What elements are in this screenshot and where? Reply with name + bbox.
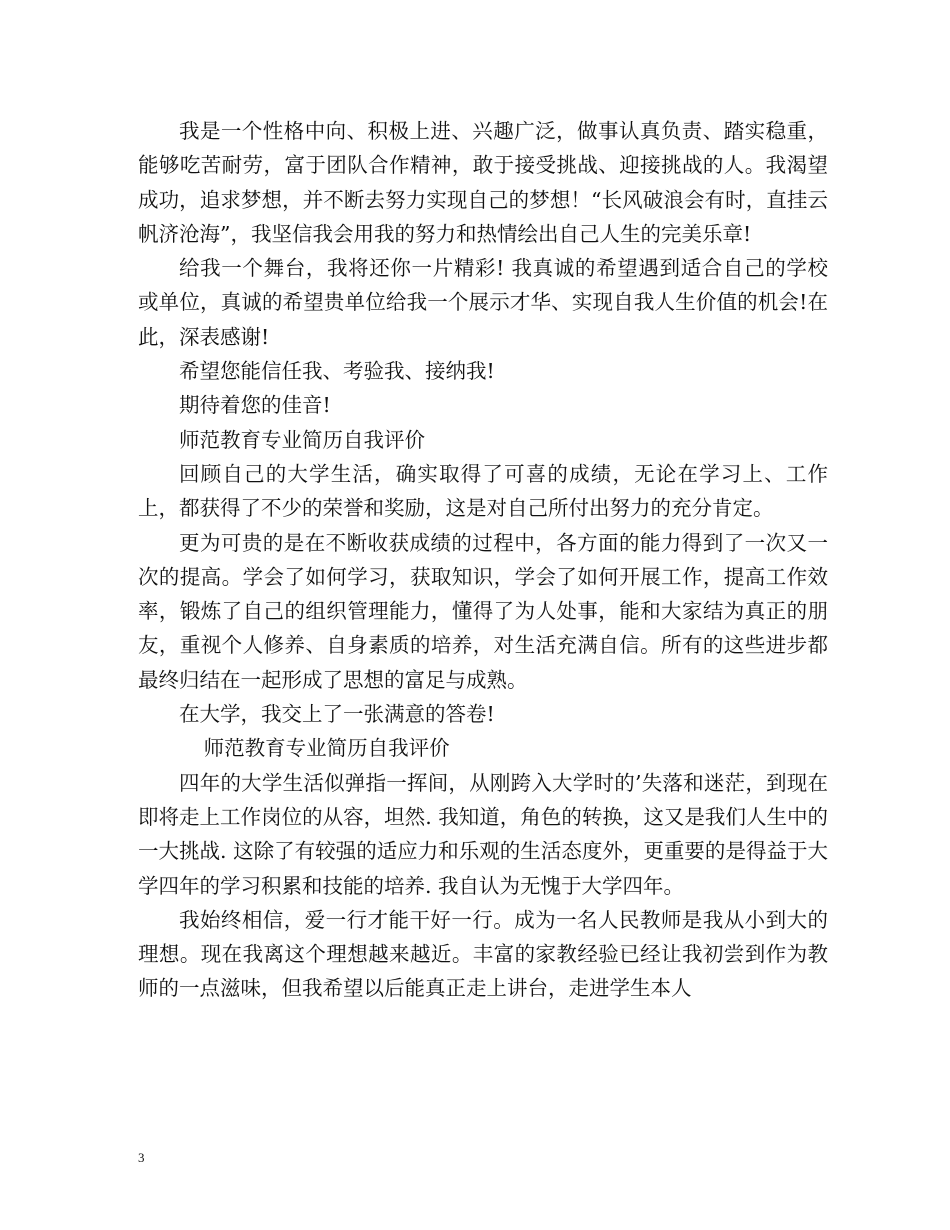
paragraph-teacher-ideal: 我始终相信，爱一行才能干好一行。成为一名人民教师是我从小到大的理想。现在我离这个理想越来越近。丰富的家教经验已经让我初尝到作为教师的一点滋味，但我希望以后能真正走上讲台，走进学生本人 bbox=[138, 907, 828, 1001]
paragraph-ability-growth: 更为可贵的是在不断收获成绩的过程中，各方面的能力得到了一次又一次的提高。学会了如何学习，获取知识，学会了如何开展工作，提高工作效率，锻炼了自己的组织管理能力，懂得了为人处事，能和大家结为真正的朋友，重视个人修养、自身素质的培养，对生活充满自信。所有的这些进步都最终归结在一起形成了思想的富足与成熟。 bbox=[138, 530, 828, 692]
document-body bbox=[138, 114, 828, 1006]
paragraph-self-introduction: 我是一个性格中向、积极上进、兴趣广泛，做事认真负责、踏实稳重，能够吃苦耐劳，富于团队合作精神，敢于接受挑战、迎接挑战的人。我渴望成功，追求梦想，并不断去努力实现自己的梦想！“长风破浪会有时，直挂云帆济沧海”，我坚信我会用我的努力和热情绘出自己人生的完美乐章! bbox=[138, 119, 828, 246]
page-number: 3 bbox=[138, 1150, 145, 1165]
section-heading-1: 师范教育专业简历自我评价 bbox=[179, 427, 425, 452]
paragraph-four-years: 四年的大学生活似弹指一挥间，从刚跨入大学时的’失落和迷茫，到现在即将走上工作岗位的从容，坦然. 我知道，角色的转换，这又是我们人生中的一大挑战. 这除了有较强的适应力和乐观的生活态度外，更重要的是得益于大学四年的学习积累和技能的培养. 我自认为无愧于大学四年。 bbox=[138, 770, 828, 898]
paragraph-college-review: 回顾自己的大学生活，确实取得了可喜的成绩，无论在学习上、工作上，都获得了不少的荣誉和奖励，这是对自己所付出努力的充分肯定。 bbox=[138, 461, 828, 521]
paragraph-trust-request: 希望您能信任我、考验我、接纳我! bbox=[179, 359, 495, 384]
paragraph-await-reply: 期待着您的佳音! bbox=[179, 393, 331, 418]
section-heading-2: 师范教育专业简历自我评价 bbox=[203, 736, 450, 761]
paragraph-satisfactory-answer: 在大学，我交上了一张满意的答卷! bbox=[179, 702, 495, 727]
paragraph-stage-request: 给我一个舞台，我将还你一片精彩! 我真诚的希望遇到适合自己的学校或单位，真诚的希望贵单位给我一个展示才华、实现自我人生价值的机会!在此，深表感谢! bbox=[138, 256, 828, 349]
